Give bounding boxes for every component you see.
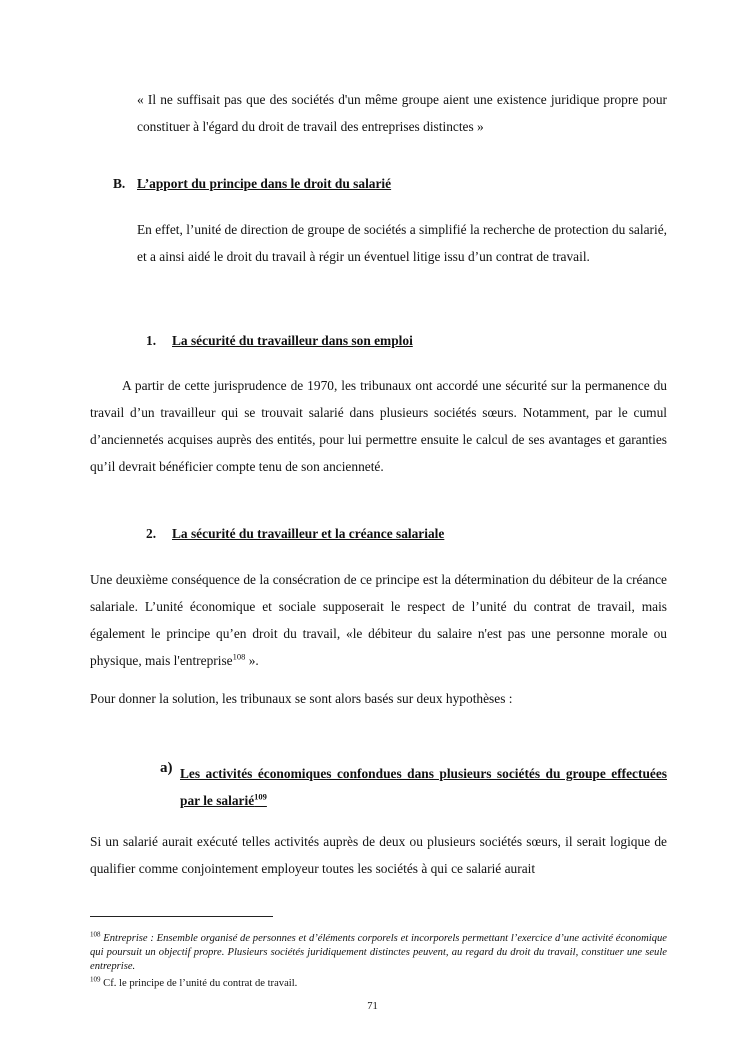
- footnote-divider: [90, 916, 273, 917]
- paragraph-4: Si un salarié aurait exécuté telles activités auprès de deux ou plusieurs sociétés sœurs, il serait logique de qualifier comme conjointement employeur toutes les sociétés à qui ce salarié aurait: [90, 834, 667, 876]
- paragraph-3: Pour donner la solution, les tribunaux se sont alors basés sur deux hypothèses :: [90, 691, 513, 706]
- footnote-109-text: Cf. le principe de l’unité du contrat de travail.: [103, 977, 298, 989]
- heading-1-title: La sécurité du travailleur dans son emploi: [172, 333, 413, 348]
- section-b-paragraph: En effet, l’unité de direction de groupe de sociétés a simplifié la recherche de protection du salarié, et a ainsi aidé le droit du travail à régir un éventuel litige issu d’un contrat de travail.: [137, 222, 667, 264]
- footnote-108-text: Entreprise : Ensemble organisé de personnes et d’éléments corporels et incorporels permettant l’exercice d’une activité économique qui poursuit un objectif propre. Plusieurs sociétés juridiquement distinctes peuvent, au regard du droit du travail, constituer une seule entreprise.: [90, 932, 667, 972]
- paragraph-2-text: Une deuxième conséquence de la consécration de ce principe est la détermination du débiteur de la créance salariale. L’unité économique et sociale supposerait le respect de l’unité du contrat de travail, mais également le principe qu’en droit du travail, «le débiteur du salaire n'est pas une personne morale ou physique, mais l'entreprise: [90, 572, 667, 668]
- heading-a-title: [180, 760, 667, 814]
- section-b-title: L’apport du principe dans le droit du salarié: [137, 176, 392, 191]
- quote-paragraph: « Il ne suffisait pas que des sociétés d'un même groupe aient une existence juridique propre pour constituer à l'égard du droit de travail des entreprises distinctes »: [137, 92, 667, 134]
- page-number: 71: [367, 1001, 378, 1012]
- heading-2-title: La sécurité du travailleur et la créance salariale: [172, 526, 445, 541]
- paragraph-2: [90, 566, 667, 674]
- heading-2-number: 2.: [146, 526, 157, 541]
- footnote-ref-109[interactable]: 109: [254, 791, 267, 802]
- footnote-108-number: 108: [90, 930, 101, 939]
- footnote-108: [90, 932, 667, 974]
- heading-a-marker: a): [160, 760, 173, 776]
- footnote-109: [90, 977, 667, 991]
- footnote-109-number: 109: [90, 975, 101, 984]
- heading-1-number: 1.: [146, 333, 157, 348]
- section-b-marker: B.: [113, 176, 126, 191]
- heading-a-title-text: Les activités économiques confondues dans plusieurs sociétés du groupe effectuées par le salarié: [180, 766, 667, 808]
- paragraph-1: A partir de cette jurisprudence de 1970, les tribunaux ont accordé une sécurité sur la permanence du travail d’un travailleur qui se trouvait salarié dans plusieurs sociétés sœurs. Notamment, par le cumul d’anciennetés acquises auprès des entités, pour lui permettre ensuite le calcul de ses avantages et garanties qu’il devrait bénéficier compte tenu de son ancienneté.: [90, 378, 667, 474]
- paragraph-2-end: ».: [245, 653, 259, 668]
- footnote-ref-108[interactable]: 108: [232, 651, 246, 662]
